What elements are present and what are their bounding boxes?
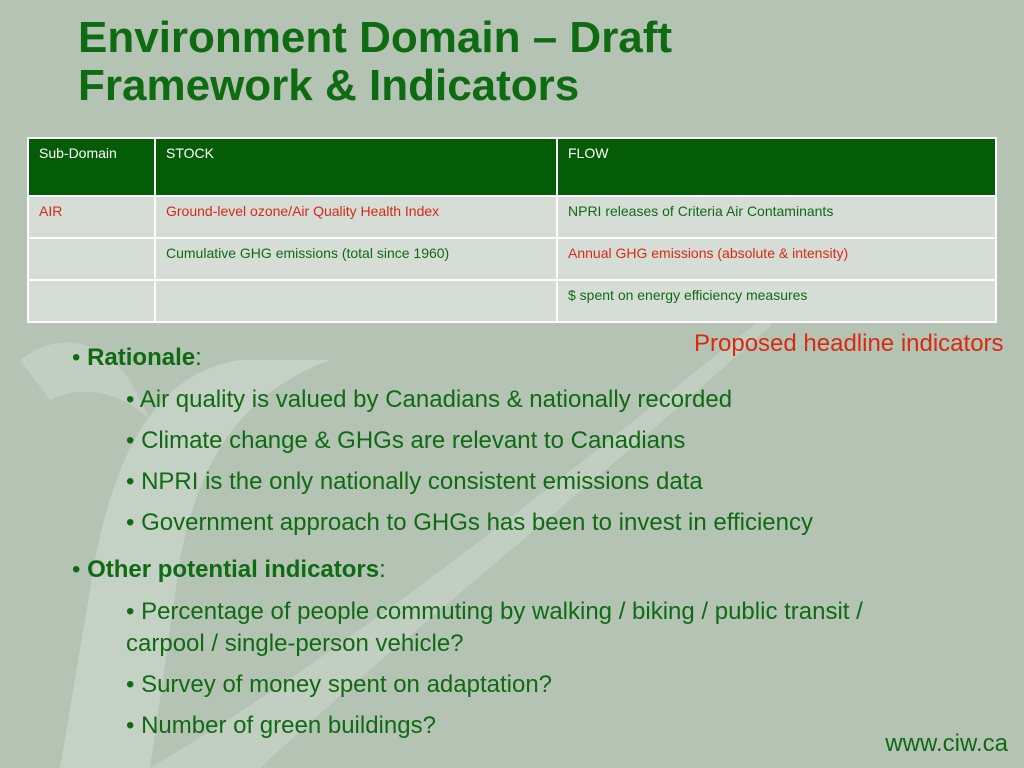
rationale-item: • Air quality is valued by Canadians & nationally recorded xyxy=(126,386,733,413)
sub-domain-cell: AIR xyxy=(28,196,155,238)
flow-cell: NPRI releases of Criteria Air Contaminants xyxy=(557,196,996,238)
flow-cell: Annual GHG emissions (absolute & intensity) xyxy=(557,238,996,280)
title-line-1: Environment Domain – Draft xyxy=(78,13,673,62)
indicator-table xyxy=(27,137,997,323)
other-indicators-label: Other potential indicators xyxy=(87,556,380,583)
flow-cell: $ spent on energy efficiency measures xyxy=(557,280,996,322)
stock-cell xyxy=(155,280,557,322)
headline-indicator-note: Proposed headline indicators xyxy=(694,330,1004,357)
other-indicators-heading: • Other potential indicators: xyxy=(72,556,386,583)
table-row xyxy=(28,280,996,322)
rationale-item: • NPRI is the only nationally consistent emissions data xyxy=(126,468,703,495)
other-indicator-item: • Percentage of people commuting by walking / biking / public transit / carpool / single-person vehicle? xyxy=(126,598,863,657)
rationale-heading: • Rationale: xyxy=(72,344,202,371)
table-header-row xyxy=(28,138,996,196)
footer-url: www.ciw.ca xyxy=(885,730,1008,757)
title-line-2: Framework & Indicators xyxy=(78,61,580,110)
table-row xyxy=(28,196,996,238)
rationale-item: • Climate change & GHGs are relevant to Canadians xyxy=(126,427,686,454)
rationale-item: • Government approach to GHGs has been to invest in efficiency xyxy=(126,509,813,536)
sub-domain-cell xyxy=(28,280,155,322)
rationale-label: Rationale xyxy=(87,344,196,371)
table-row xyxy=(28,238,996,280)
stock-cell: Cumulative GHG emissions (total since 1960) xyxy=(155,238,557,280)
slide-title xyxy=(78,14,672,110)
sub-domain-cell xyxy=(28,238,155,280)
other-indicator-item: • Survey of money spent on adaptation? xyxy=(126,671,553,698)
header-sub-domain: Sub-Domain xyxy=(28,138,155,196)
other-indicator-item: • Number of green buildings? xyxy=(126,712,436,739)
header-flow: FLOW xyxy=(557,138,996,196)
header-stock: STOCK xyxy=(155,138,557,196)
stock-cell: Ground-level ozone/Air Quality Health Index xyxy=(155,196,557,238)
bullet-list xyxy=(72,342,972,751)
